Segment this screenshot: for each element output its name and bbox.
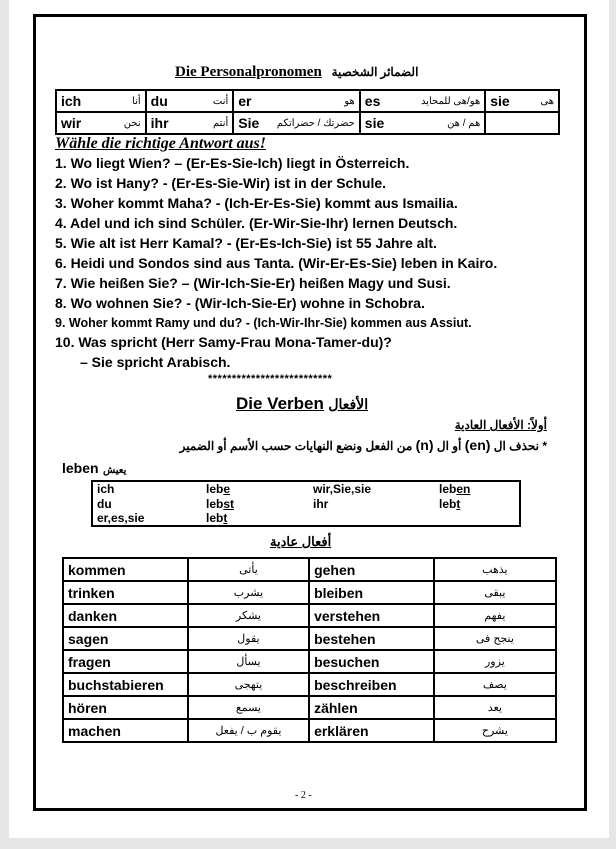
pronoun-ar: هو/هى للمحايد	[420, 95, 481, 107]
table-row	[56, 112, 559, 134]
verb-meaning-ar: يسأل	[188, 650, 309, 673]
conj-ending: t	[456, 496, 461, 511]
verb-meaning-ar: يذهب	[434, 558, 556, 581]
pronoun-ar: أنتم	[213, 117, 229, 129]
conj-pronoun: du	[97, 496, 112, 511]
conj-stem: leb	[206, 482, 224, 496]
verb-de: trinken	[63, 581, 188, 604]
verb-meaning-ar: يسمع	[188, 696, 309, 719]
pronoun-ar: نحن	[123, 117, 141, 129]
verb-de: gehen	[309, 558, 434, 581]
conj-ending: st	[223, 496, 235, 511]
conj-form	[435, 496, 520, 511]
question-8: 8. Wo wohnen Sie? - (Wir-Ich-Sie-Er) wohne in Schobra.	[55, 295, 425, 311]
question-7: 7. Wie heißen Sie? – (Wir-Ich-Sie-Er) heißen Magy und Susi.	[55, 275, 451, 291]
verbs-subheading: أولاً: الأفعال العادية	[454, 418, 547, 432]
pronouns-title	[175, 64, 418, 81]
conj-empty	[435, 511, 520, 526]
verb-meaning-ar: يزور	[434, 650, 556, 673]
answer-10: – Sie spricht Arabisch.	[80, 354, 231, 370]
verb-meaning-ar: يصف	[434, 673, 556, 696]
example-verb-ar: يعيش	[103, 465, 127, 476]
conj-form	[435, 481, 520, 496]
pronoun-de: er	[238, 93, 252, 109]
page-number: - 2 -	[295, 790, 312, 801]
question-2: 2. Wo ist Hany? - (Er-Es-Sie-Wir) ist in der Schule.	[55, 175, 387, 191]
pronoun-ar: هو	[344, 95, 355, 107]
table-cell	[146, 90, 234, 112]
table-cell	[56, 112, 146, 134]
verb-meaning-ar: يشرح	[434, 719, 556, 742]
pronoun-de: Sie	[238, 115, 260, 131]
table-cell	[146, 112, 234, 134]
verb-meaning-ar: يأتى	[188, 558, 309, 581]
verb-de: zählen	[309, 696, 434, 719]
table-cell	[360, 112, 485, 134]
table-cell	[485, 90, 559, 112]
verb-de: kommen	[63, 558, 188, 581]
verb-meaning-ar: يشرب	[188, 581, 309, 604]
instruction-en: (en)	[464, 437, 491, 453]
pronoun-de: ihr	[150, 115, 169, 131]
verb-de: bleiben	[309, 581, 434, 604]
table-cell	[360, 90, 485, 112]
verb-de: hören	[63, 696, 188, 719]
verb-meaning-ar: يعد	[434, 696, 556, 719]
conj-pronoun: ich	[97, 482, 115, 496]
question-5: 5. Wie alt ist Herr Kamal? - (Er-Es-Ich-Sie) ist 55 Jahre alt.	[55, 235, 437, 251]
conjugation-table	[91, 480, 521, 527]
conj-stem: leb	[206, 496, 224, 511]
table-row	[63, 627, 556, 650]
verb-de: beschreiben	[309, 673, 434, 696]
conj-form	[202, 496, 309, 511]
table-row	[63, 650, 556, 673]
verb-meaning-ar: يقوم ب / يفعل	[188, 719, 309, 742]
table-row	[92, 496, 520, 511]
separator: **************************	[208, 373, 333, 385]
verb-de: besuchen	[309, 650, 434, 673]
conj-ending: e	[223, 482, 231, 496]
conj-ending: t	[223, 511, 228, 525]
pronoun-de: es	[364, 93, 381, 109]
table-cell	[56, 90, 146, 112]
pronouns-table	[55, 89, 560, 135]
verbs-title-ar: الأفعال	[328, 396, 369, 412]
question-3: 3. Woher kommt Maha? - (Ich-Er-Es-Sie) kommt aus Ismailia.	[55, 195, 458, 211]
pronoun-ar: أنا	[132, 95, 141, 107]
table-cell	[233, 90, 360, 112]
question-6: 6. Heidi und Sondos sind aus Tanta. (Wir-Er-Es-Sie) leben in Kairo.	[55, 255, 498, 271]
table-row	[92, 511, 520, 526]
pronoun-ar: أنت	[212, 95, 229, 107]
verb-de: erklären	[309, 719, 434, 742]
question-10: 10. Was spricht (Herr Samy-Frau Mona-Tamer-du)?	[55, 334, 392, 350]
pronoun-de: sie	[364, 115, 385, 131]
pronoun-ar: حضرتك / حضراتكم	[276, 117, 355, 129]
conj-pronoun: wir,Sie,sie	[313, 482, 372, 496]
pronoun-de: du	[150, 93, 168, 109]
verb-de: verstehen	[309, 604, 434, 627]
pronoun-de: ich	[61, 93, 82, 109]
pronoun-ar: هى	[540, 95, 554, 107]
pronoun-de: wir	[61, 115, 82, 131]
table-row	[63, 558, 556, 581]
pronoun-ar: هم / هن	[447, 117, 481, 129]
verbs-table	[62, 557, 557, 743]
question-9: 9. Woher kommt Ramy und du? - (Ich-Wir-Ihr-Sie) kommen aus Assiut.	[55, 316, 472, 330]
instruction-star: *	[542, 439, 547, 453]
table-row	[63, 719, 556, 742]
verb-meaning-ar: يقول	[188, 627, 309, 650]
instruction-n: (n)	[415, 437, 434, 453]
table-row	[92, 481, 520, 496]
table-row	[63, 673, 556, 696]
verb-meaning-ar: يبقى	[434, 581, 556, 604]
verb-meaning-ar: يتهجى	[188, 673, 309, 696]
instruction-text-2: أو ال	[436, 439, 462, 453]
conj-form	[202, 511, 309, 526]
table-row	[56, 90, 559, 112]
conj-stem: leb	[206, 511, 224, 525]
instruction-text-3: من الفعل ونضع النهايات حسب الأسم أو الضمير	[179, 439, 413, 453]
pronouns-title-de: Die Personalpronomen	[175, 64, 322, 80]
verb-de: machen	[63, 719, 188, 742]
example-verb-de: leben	[62, 460, 99, 476]
conj-ending: en	[456, 482, 471, 496]
verb-meaning-ar: يشكر	[188, 604, 309, 627]
conj-empty	[309, 511, 435, 526]
verb-meaning-ar: ينجح فى	[434, 627, 556, 650]
table-row	[63, 581, 556, 604]
verb-de: sagen	[63, 627, 188, 650]
verbs-title	[236, 394, 368, 414]
instruction-text-1: نحذف ال	[493, 439, 539, 453]
verbs-table-title: أفعال عادية	[270, 534, 332, 549]
verb-meaning-ar: يفهم	[434, 604, 556, 627]
verb-de: danken	[63, 604, 188, 627]
table-row	[63, 604, 556, 627]
conj-pronoun: er,es,sie	[97, 511, 145, 525]
verb-de: fragen	[63, 650, 188, 673]
conj-stem: leb	[439, 482, 457, 496]
example-verb	[62, 460, 126, 478]
verb-de: bestehen	[309, 627, 434, 650]
table-row	[63, 696, 556, 719]
table-cell	[233, 112, 360, 134]
verb-de: buchstabieren	[63, 673, 188, 696]
question-1: 1. Wo liegt Wien? – (Er-Es-Sie-Ich) liegt in Österreich.	[55, 155, 410, 171]
conj-form	[202, 481, 309, 496]
conj-pronoun: ihr	[313, 496, 329, 511]
conj-stem: leb	[439, 496, 457, 511]
pronoun-de: sie	[490, 93, 510, 109]
verbs-instruction	[180, 437, 547, 453]
question-4: 4. Adel und ich sind Schüler. (Er-Wir-Sie-Ihr) lernen Deutsch.	[55, 215, 458, 231]
verbs-title-de: Die Verben	[236, 394, 324, 413]
exercise-heading: Wähle die richtige Antwort aus!	[55, 135, 266, 152]
table-cell-empty	[485, 112, 559, 134]
pronouns-title-ar: الضمائر الشخصية	[331, 65, 419, 79]
